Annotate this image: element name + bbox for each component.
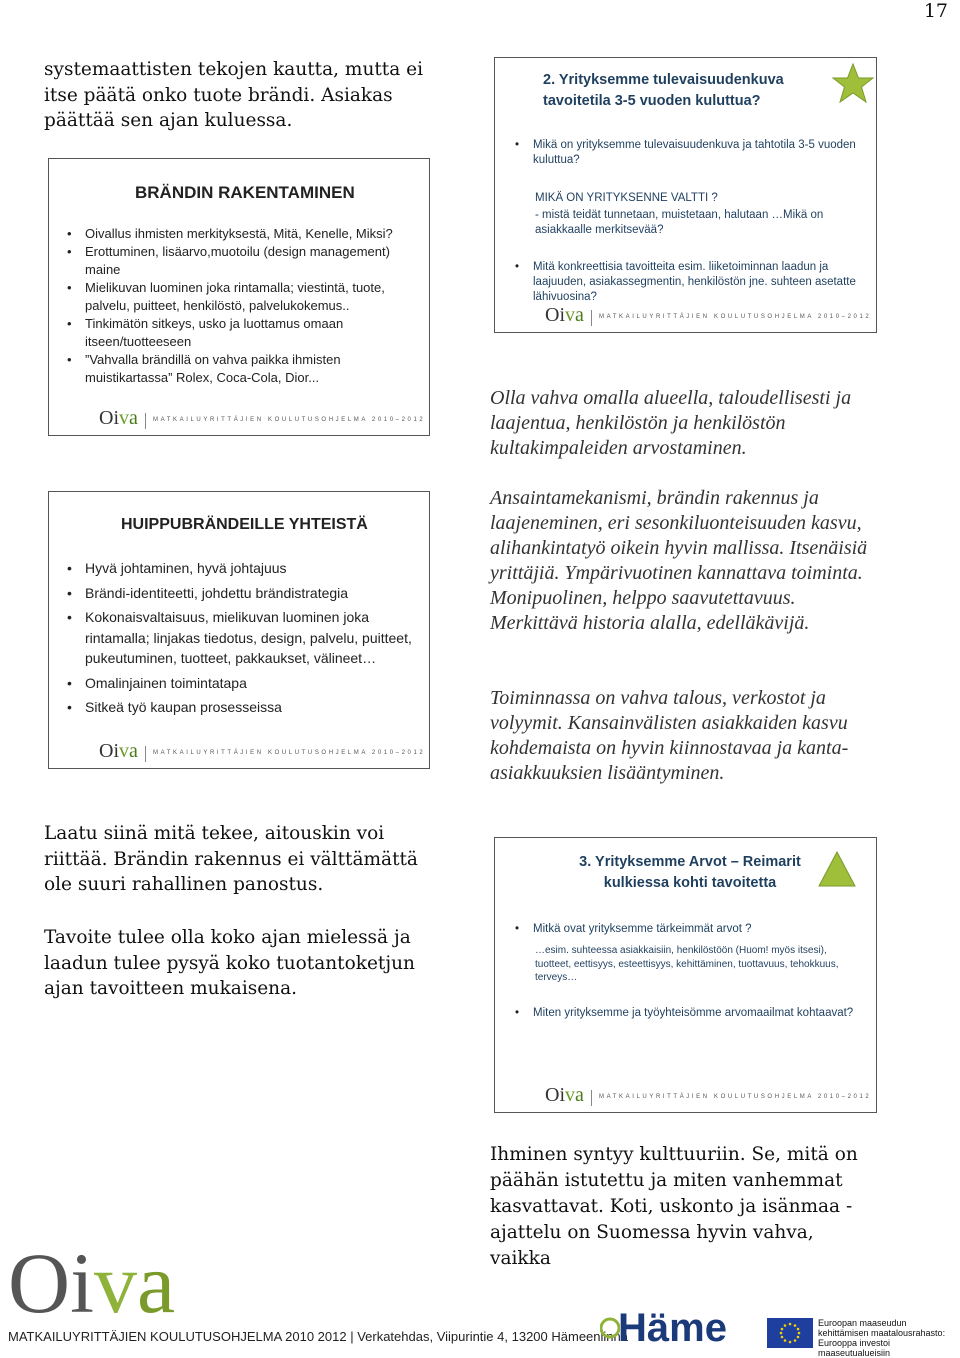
slide-subtext: …esim. suhteessa asiakkaisiin, henkilöstöön (Huom! myös itsesi), tuotteet, eettisyys, esteettisyys, kehittäminen, tuottavuus, tehokkuus, terveys… [535,945,839,983]
slide-bullet: • Kokonaisvaltaisuus, mielikuvan luominen joka rintamalla; linjakas tiedotus, design, palvelu, puitteet, pukeutuminen, tuotteet, pakkaukset, välineet… [67,607,412,669]
hame-emblem-icon [600,1308,620,1348]
slide-bullet-list-2 [515,260,860,305]
slide-bullet-list [67,558,412,718]
slide-title: 2. Yrityksemme tulevaisuudenkuva tavoitetila 3-5 vuoden kuluttua? [543,72,784,109]
slide-footer-text: MATKAILUYRITTÄJIEN KOULUTUSOHJELMA 2010–2012 [599,314,872,320]
slide-bullet: • Oivallus ihmisten merkityksestä, Mitä, Kenelle, Miksi? [67,225,412,243]
right-paragraph-4: Ihminen syntyy kulttuuriin. Se, mitä on päähän istutettu ja miten vanhemmat kasvattavat. Koti, uskonto ja isänmaa -ajattelu on Suomessa hyvin vahva, vaikka [490,1144,858,1269]
slide-title: 3. Yrityksemme Arvot – Reimarit kulkiessa kohti tavoitetta [579,854,801,891]
slide-subtitle: MIKÄ ON YRITYKSENNE VALTTI ? [535,192,718,204]
hame-logo: Häme [618,1306,727,1350]
slide-footer-text: MATKAILUYRITTÄJIEN KOULUTUSOHJELMA 2010–2012 [599,1094,872,1100]
slide-bullet: • Erottuminen, lisäarvo,muotoilu (design management) maine [67,243,412,279]
slide-bullet-list [67,225,412,387]
slide-footer [495,1084,876,1112]
slide-bullet: • Mikä on yrityksemme tulevaisuudenkuva ja tahtotila 3-5 vuoden kuluttua? [515,138,860,168]
slide-bullet: • Miten yrityksemme ja työyhteisömme arvomaailmat kohtaavat? [515,1006,860,1021]
slide-footer-text: MATKAILUYRITTÄJIEN KOULUTUSOHJELMA 2010–2012 [153,750,426,756]
slide-bullet-list [515,138,860,168]
slide-title: BRÄNDIN RAKENTAMINEN [135,183,355,202]
oiva-logo: Oiva [545,304,584,326]
oiva-logo: Oiva [99,740,138,762]
right-paragraph-1: Olla vahva omalla alueella, taloudellisesti ja laajentua, henkilöstön ja henkilöstön kultakimpaleiden arvostaminen. [490,387,852,459]
slide-bullet-list-2 [515,1006,860,1021]
left-paragraph-2: Laatu siinä mitä tekee, aitouskin voi riittää. Brändin rakennus ei välttämättä ole suuri rahallinen panostus. [44,823,418,895]
eu-flag-icon [767,1318,813,1348]
slide-subtext: - mistä teidät tunnetaan, muistetaan, halutaan …Mikä on asiakkaalle merkitsevää? [535,209,824,236]
oiva-logo-large: Oiva [8,1235,176,1331]
slide-bullet: • Mitä konkreettisia tavoitteita esim. liiketoiminnan laadun ja laajuuden, asiakassegmentin, henkilöstön jne. suhteen asetatte lähivuosina? [515,260,860,305]
page-footer: MATKAILUYRITTÄJIEN KOULUTUSOHJELMA 2010 2012 | Verkatehdas, Viipurintie 4, 13200 Hämeenlinna [8,1329,628,1344]
slide-bullet: • Tinkimätön sitkeys, usko ja luottamus omaan itseen/tuotteeseen [67,315,412,351]
slide-huippubrandeille [48,491,430,769]
slide-bullet: • Sitkeä työ kaupan prosesseissa [67,697,412,718]
slide-bullet: • Mitkä ovat yrityksemme tärkeimmät arvot ? [515,922,860,937]
slide-bullet: • Brändi-identiteetti, johdettu brändistrategia [67,583,412,604]
right-paragraph-3: Toiminnassa on vahva talous, verkostot ja volyymit. Kansainvälisten asiakkaiden kasvu kohdemaista on hyvin kiinnostavaa ja kanta-asiakkuuksien lisääntyminen. [490,687,849,784]
star-icon [831,62,875,106]
slide-bullet: • Hyvä johtaminen, hyvä johtajuus [67,558,412,579]
left-paragraph-3: Tavoite tulee olla koko ajan mielessä ja laadun tulee pysyä koko tuotantoketjun ajan tavoitteen mukaisena. [44,927,415,999]
slide-brandin-rakentaminen [48,158,430,436]
page-number: 17 [923,0,948,22]
eu-funding-text: Euroopan maaseudun kehittämisen maatalousrahasto: Eurooppa investoi maaseutualueisiin [818,1318,946,1358]
slide-arvot [494,837,877,1113]
slide-footer [495,304,876,332]
slide-footer [49,740,429,768]
slide-footer [49,407,429,435]
oiva-logo: Oiva [99,407,138,429]
triangle-icon [817,850,857,888]
right-paragraph-2: Ansaintamekanismi, brändin rakennus ja laajeneminen, eri sesonkiluonteisuuden kasvu, alihankintatyö oikein hyvin mallissa. Itsenäisiä yrittäjiä. Ympärivuotinen kannattava toiminta. Monipuolinen, helppo saavutettavuus. Merkittävä historia alalla, edelläkävijä. [490,487,868,634]
slide-bullet-list [515,922,860,937]
oiva-logo: Oiva [545,1084,584,1106]
slide-title: HUIPPUBRÄNDEILLE YHTEISTÄ [121,516,368,533]
slide-bullet: • Mielikuvan luominen joka rintamalla; viestintä, tuote, palvelu, puitteet, henkilöstö, palvelukokemus.. [67,279,412,315]
left-paragraph-1: systemaattisten tekojen kautta, mutta ei itse päätä onko tuote brändi. Asiakas päättää sen ajan kuluessa. [44,59,424,131]
slide-bullet: • ”Vahvalla brändillä on vahva paikka ihmisten muistikartassa” Rolex, Coca-Cola, Dior... [67,351,412,387]
slide-bullet: • Omalinjainen toimintatapa [67,673,412,694]
slide-tulevaisuudenkuva [494,57,877,333]
slide-footer-text: MATKAILUYRITTÄJIEN KOULUTUSOHJELMA 2010–2012 [153,417,426,423]
